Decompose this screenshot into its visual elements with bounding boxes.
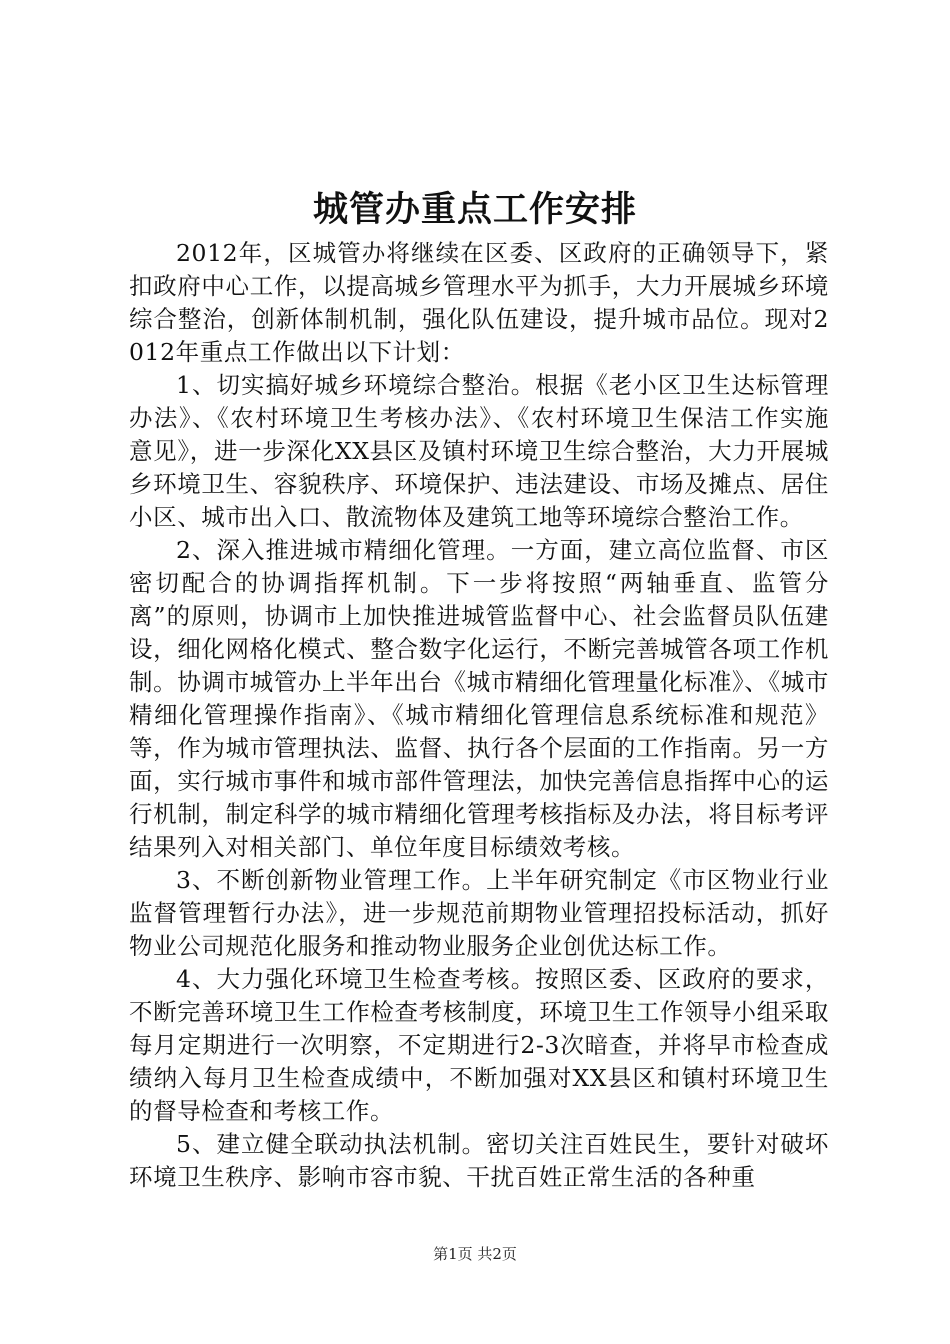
- paragraph-item-2: 2、深入推进城市精细化管理。一方面，建立高位监督、市区密切配合的协调指挥机制。下一步将按照“两轴垂直、监管分离”的原则，协调市上加快推进城管监督中心、社会监督员队伍建设，细化网格化模式、整合数字化运行，不断完善城管各项工作机制。协调市城管办上半年出台《城市精细化管理量化标准》、《城市精细化管理操作指南》、《城市精细化管理信息系统标准和规范》等，作为城市管理执法、监督、执行各个层面的工作指南。另一方面，实行城市事件和城市部件管理法，加快完善信息指挥中心的运行机制，制定科学的城市精细化管理考核指标及办法，将目标考评结果列入对相关部门、单位年度目标绩效考核。: [129, 536, 829, 861]
- paragraph-item-5: 5、建立健全联动执法机制。密切关注百姓民生，要针对破坏环境卫生秩序、影响市容市貌、干扰百姓正常生活的各种重: [129, 1130, 829, 1191]
- paragraph-intro: 2012年，区城管办将继续在区委、区政府的正确领导下，紧扣政府中心工作，以提高城乡管理水平为抓手，大力开展城乡环境综合整治，创新体制机制，强化队伍建设，提升城市品位。现对2012年重点工作做出以下计划：: [129, 239, 829, 366]
- paragraph-item-4: 4、大力强化环境卫生检查考核。按照区委、区政府的要求，不断完善环境卫生工作检查考核制度，环境卫生工作领导小组采取每月定期进行一次明察，不定期进行2-3次暗查，并将早市检查成绩纳入每月卫生检查成绩中，不断加强对XX县区和镇村环境卫生的督导检查和考核工作。: [129, 965, 829, 1125]
- document-title: 城管办重点工作安排: [312, 189, 637, 230]
- paragraph-item-1: 1、切实搞好城乡环境综合整治。根据《老小区卫生达标管理办法》、《农村环境卫生考核办法》、《农村环境卫生保洁工作实施意见》，进一步深化XX县区及镇村环境卫生综合整治，大力开展城乡环境卫生、容貌秩序、环境保护、违法建设、市场及摊点、居住小区、城市出入口、散流物体及建筑工地等环境综合整治工作。: [129, 371, 829, 531]
- paragraph-item-3: 3、不断创新物业管理工作。上半年研究制定《市区物业行业监督管理暂行办法》，进一步规范前期物业管理招投标活动，抓好物业公司规范化服务和推动物业服务企业创优达标工作。: [129, 866, 829, 960]
- document-body: [129, 237, 829, 1194]
- page-number-footer: 第1页 共2页: [433, 1245, 517, 1263]
